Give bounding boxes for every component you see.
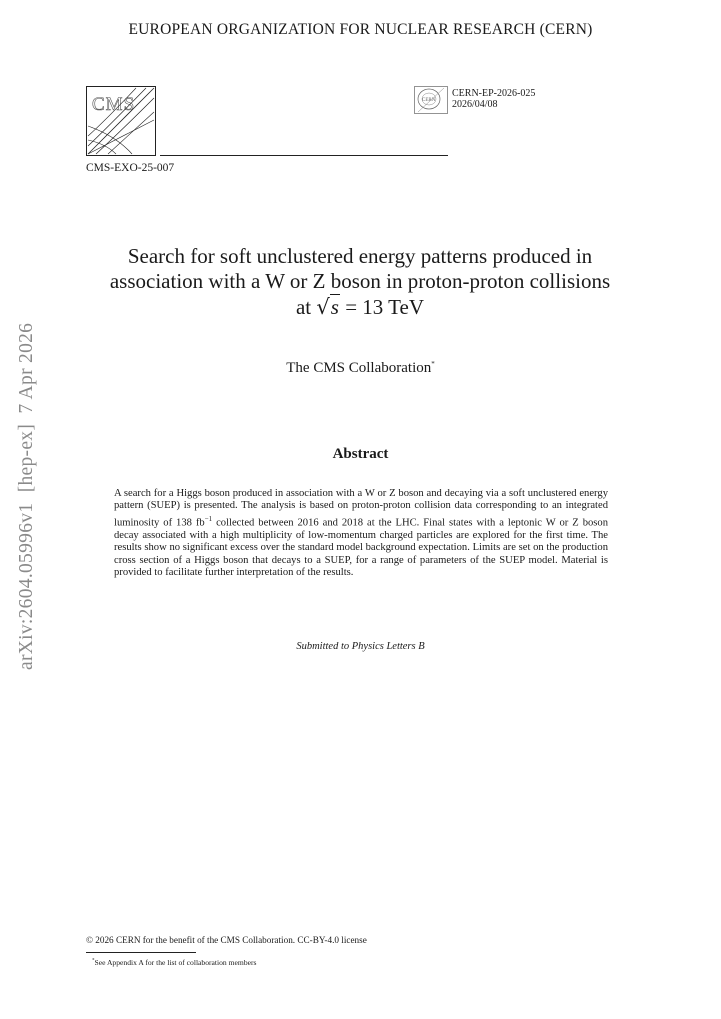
arxiv-stamp[interactable]: arXiv:2604.05996v1 [hep-ex] 7 Apr 2026 bbox=[16, 322, 37, 670]
abstract-part-1: A search for a Higgs boson produced in association with a W or Z boson and decaying via a soft unclustered energy pattern (SUEP) is presented. The analysis is based on proton-proton collision data corresponding to an integrated luminosity of 138 fb bbox=[114, 488, 608, 529]
cern-reference bbox=[452, 88, 535, 110]
footnote-rule bbox=[86, 952, 196, 953]
cern-logo bbox=[414, 86, 448, 114]
abstract-text bbox=[114, 488, 608, 579]
title-energy: = 13 TeV bbox=[345, 295, 425, 319]
sqrt-radicand: s bbox=[330, 295, 339, 319]
author-line bbox=[0, 360, 721, 377]
cms-logo bbox=[86, 86, 156, 156]
report-date: 2026/04/08 bbox=[452, 99, 498, 110]
abstract-superscript: −1 bbox=[204, 514, 213, 523]
copyright-notice: © 2026 CERN for the benefit of the CMS Collaboration. CC-BY-4.0 license bbox=[86, 935, 367, 945]
title-line-2: association with a W or Z boson in proton-proton collisions bbox=[109, 269, 611, 293]
cms-report-id: CMS-EXO-25-007 bbox=[86, 162, 175, 174]
abstract-heading: Abstract bbox=[332, 446, 389, 462]
title-line-1: Search for soft unclustered energy patterns produced in bbox=[127, 244, 593, 268]
footnote-text: See Appendix A for the list of collaboration members bbox=[94, 958, 257, 967]
cern-report-id: CERN-EP-2026-025 bbox=[452, 88, 536, 99]
title-at: at bbox=[295, 295, 312, 319]
sqrt-s-symbol: √s bbox=[316, 295, 339, 319]
header-rule bbox=[160, 155, 448, 156]
footnote bbox=[92, 958, 256, 967]
paper-title bbox=[60, 244, 660, 320]
abstract-part-2: collected between 2016 and 2018 at the LHC. Final states with a leptonic W or Z boson decay associated with a high multiplicity of low-momentum charged particles are explored for the first time. The results show no significant excess over the standard model background expectation. Limits are set on the production cross section of a Higgs boson that decays to a SUEP, for a range of parameters of the SUEP model. Material is provided to facilitate further interpretation of the results. bbox=[114, 517, 609, 578]
submission-note: Submitted to Physics Letters B bbox=[296, 641, 425, 652]
organization-header: EUROPEAN ORGANIZATION FOR NUCLEAR RESEARCH (CERN) bbox=[128, 21, 593, 38]
collaboration-name: The CMS Collaboration bbox=[286, 360, 432, 376]
title-line-3 bbox=[60, 294, 660, 320]
svg-text:CERN: CERN bbox=[422, 98, 436, 103]
author-footnote-marker: * bbox=[431, 360, 435, 368]
footnote-marker: * bbox=[92, 958, 95, 964]
svg-text:CMS: CMS bbox=[92, 94, 136, 115]
